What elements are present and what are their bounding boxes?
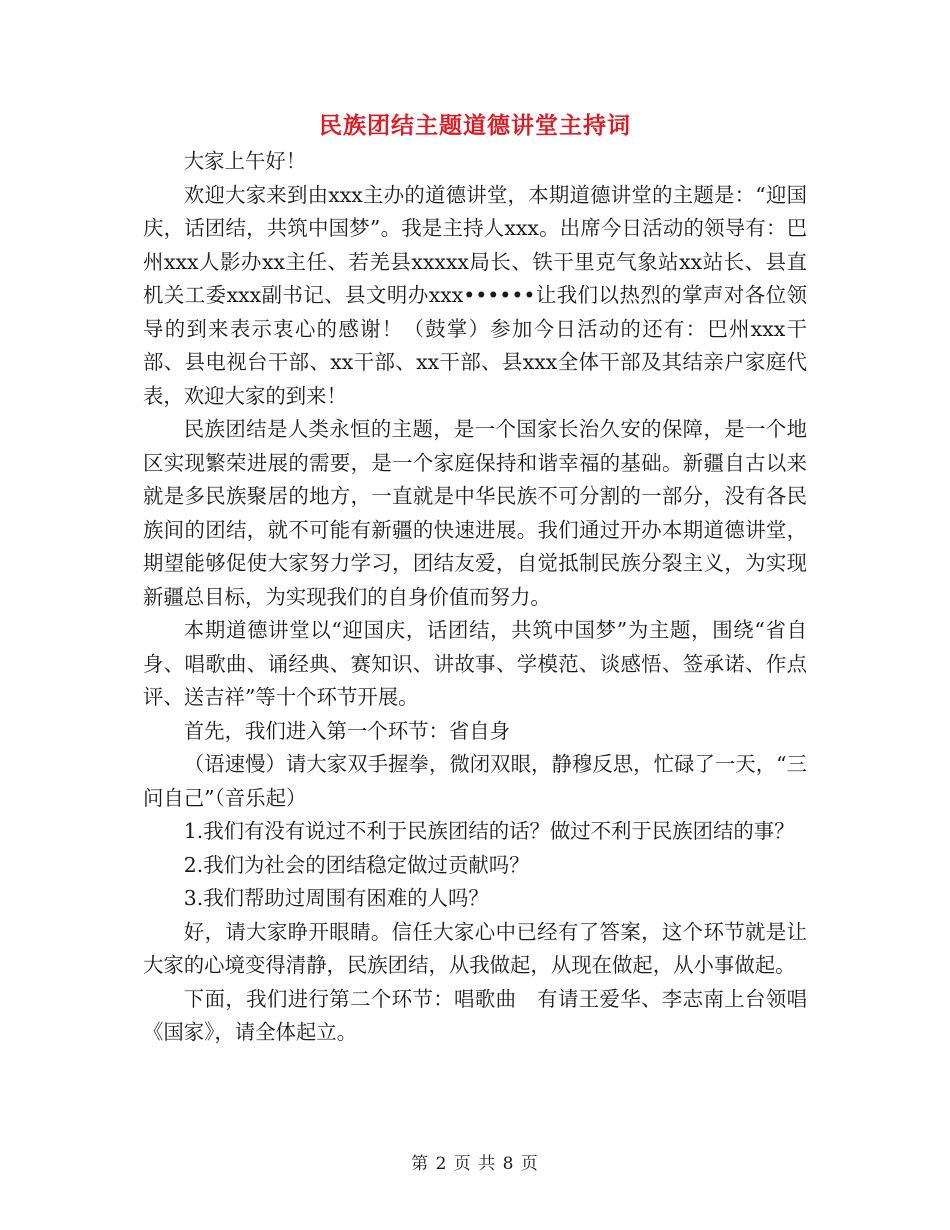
paragraph-question-2: 2.我们为社会的团结稳定做过贡献吗？	[183, 852, 530, 877]
paragraph-second-section: 下面，我们进行第二个环节：唱歌曲 有请王爱华、李志南上台领唱《国家》，请全体起立。	[143, 986, 807, 1044]
paragraph-welcome: 欢迎大家来到由xxx主办的道德讲堂，本期道德讲堂的主题是：“迎国庆，话团结，共筑中国梦”。我是主持人xxx。出席今日活动的领导有：巴州xxx人影办xx主任、若羌县xxxxx局长、铁干里克气象站xx站长、县直机关工委xxx副书记、县文明办xxx••••••让我们以热烈的掌声对各位领导的到来表示衷心的感谢！（鼓掌）参加今日活动的还有：巴州xxx干部、县电视台干部、xx干部、xx干部、县xxx全体干部及其结亲户家庭代表，欢迎大家的到来！	[143, 182, 807, 408]
paragraph-greeting: 大家上午好！	[183, 149, 307, 173]
page-number-footer: 第 2 页 共 8 页	[411, 1154, 539, 1174]
document-body	[143, 145, 807, 1050]
paragraph-question-3: 3.我们帮助过周围有困难的人吗？	[183, 886, 489, 910]
paragraph-unity-theme: 民族团结是人类永恒的主题，是一个国家长治久安的保障，是一个地区实现繁荣进展的需要，是一个家庭保持和谐幸福的基础。新疆自古以来就是多民族聚居的地方，一直就是中华民族不可分割的一部分，没有各民族间的团结，就不可能有新疆的快速进展。我们通过开办本期道德讲堂，期望能够促使大家努力学习，团结友爱，自觉抵制民族分裂主义，为实现新疆总目标，为实现我们的自身价值而努力。	[143, 417, 807, 609]
paragraph-question-1: 1.我们有没有说过不利于民族团结的话？做过不利于民族团结的事？	[183, 819, 795, 843]
paragraph-program: 本期道德讲堂以“迎国庆，话团结，共筑中国梦”为主题，围绕“省自身、唱歌曲、诵经典、赛知识、讲故事、学模范、谈感悟、签承诺、作点评、送吉祥”等十个环节开展。	[143, 618, 807, 709]
document-title: 民族团结主题道德讲堂主持词	[319, 112, 631, 139]
paragraph-first-section: 首先，我们进入第一个环节：省自身	[183, 718, 511, 743]
paragraph-open-eyes: 好，请大家睁开眼睛。信任大家心中已经有了答案，这个环节就是让大家的心境变得清静，民族团结，从我做起，从现在做起，从小事做起。	[143, 919, 807, 977]
paragraph-reflection: （语速慢）请大家双手握拳，微闭双眼，静穆反思，忙碌了一天，“三问自己”（音乐起）	[143, 752, 807, 810]
